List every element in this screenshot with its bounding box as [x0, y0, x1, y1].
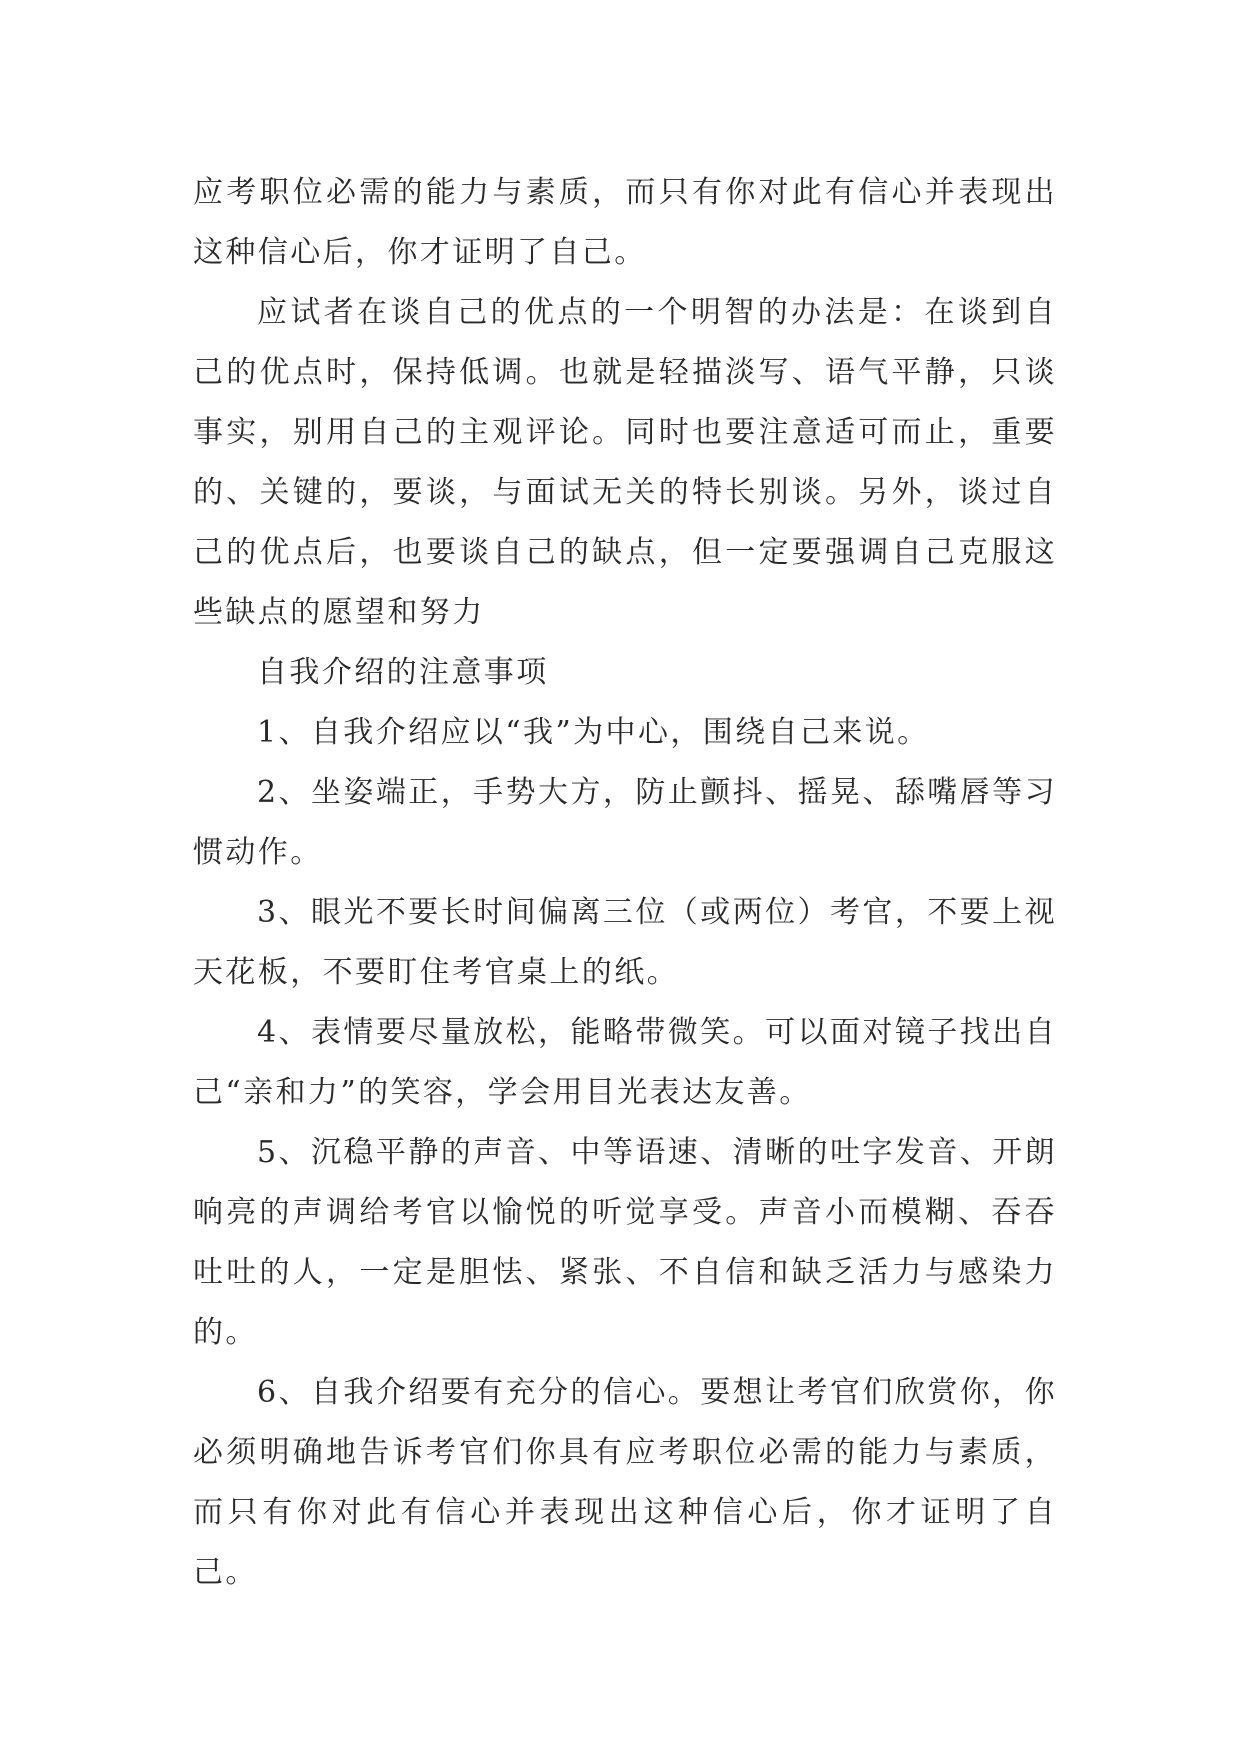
paragraph-continuation: 应考职位必需的能力与素质，而只有你对此有信心并表现出这种信心后，你才证明了自己。: [193, 175, 1057, 270]
list-item-3: 3、眼光不要长时间偏离三位（或两位）考官，不要上视天花板，不要盯住考官桌上的纸。: [193, 895, 1057, 990]
section-heading: 自我介绍的注意事项: [257, 655, 549, 690]
list-item-1: 1、自我介绍应以“我”为中心，围绕自己来说。: [257, 715, 930, 750]
paragraph-strengths-advice: 应试者在谈自己的优点的一个明智的办法是：在谈到自己的优点时，保持低调。也就是轻描淡写、语气平静，只谈事实，别用自己的主观评论。同时也要注意适可而止，重要的、关键的，要谈，与面试无关的特长别谈。另外，谈过自己的优点后，也要谈自己的缺点，但一定要强调自己克服这些缺点的愿望和努力: [193, 295, 1057, 630]
document-body: [193, 163, 1057, 1603]
list-item-6: 6、自我介绍要有充分的信心。要想让考官们欣赏你，你必须明确地告诉考官们你具有应考职位必需的能力与素质，而只有你对此有信心并表现出这种信心后，你才证明了自己。: [193, 1375, 1057, 1590]
list-item-2: 2、坐姿端正，手势大方，防止颤抖、摇晃、舔嘴唇等习惯动作。: [193, 775, 1057, 870]
list-item-5: 5、沉稳平静的声音、中等语速、清晰的吐字发音、开朗响亮的声调给考官以愉悦的听觉享受。声音小而模糊、吞吞吐吐的人，一定是胆怯、紧张、不自信和缺乏活力与感染力的。: [193, 1135, 1057, 1350]
list-item-4: 4、表情要尽量放松，能略带微笑。可以面对镜子找出自己“亲和力”的笑容，学会用目光表达友善。: [193, 1015, 1057, 1110]
